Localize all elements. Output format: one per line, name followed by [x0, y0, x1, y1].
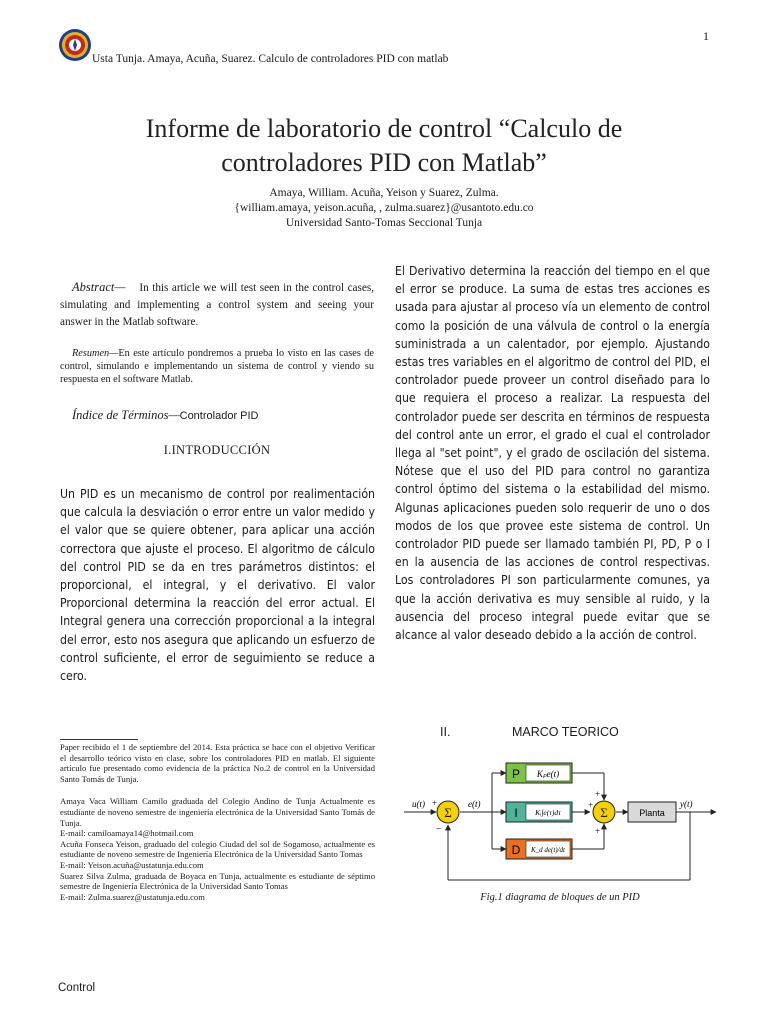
sum2-plus-left: + — [588, 800, 594, 810]
running-header: Usta Tunja. Amaya, Acuña, Suarez. Calculo de controladores PID con matlab — [92, 53, 449, 65]
author-names: Amaya, William. Acuña, Yeison y Suarez, Zulma. — [269, 187, 499, 199]
section-number: II. — [440, 725, 451, 739]
abstract-label: Abstract— — [72, 280, 126, 294]
output-signal-label: y(t) — [680, 799, 693, 809]
plant-label: Planta — [639, 808, 665, 818]
footnote-amaya: Amaya Vaca William Camilo graduada del Colegio Andino de Tunja Actualmente es estudiante de noveno semestre de ingeniería electrónica de la Universidad Santo Tomás de Tunja. — [60, 796, 375, 828]
index-terms-label: Índice de Términos— — [72, 408, 180, 422]
index-terms-text: Controlador PID — [179, 410, 259, 422]
sum-symbol-2: Σ — [600, 805, 608, 820]
footnote-amaya-email: E-mail: camiloamaya14@hotmail.com — [60, 828, 194, 839]
author-block — [40, 186, 728, 231]
page-number: 1 — [703, 29, 709, 43]
sum-symbol-1: Σ — [444, 805, 452, 820]
i-block-expression: Kᵢ∫e(τ)dτ — [535, 808, 561, 817]
d-block-label: D — [511, 843, 521, 857]
author-affiliation: Universidad Santo-Tomas Seccional Tunja — [285, 217, 483, 229]
footnote-acuna: Acuña Fonseca Yeison, graduado del colegio Ciudad del sol de Sogamoso, actualmente es estudiante de noveno semestre de Ingeniería Electrónica de la Universidad Santo Tomas — [60, 838, 375, 860]
footnotes — [60, 742, 375, 902]
resumen-label: Resumen— — [72, 348, 119, 359]
right-column-paragraph: El Derivativo determina la reacción del tiempo en el que el error se produce. La suma de estas tres acciones es usada para ajustar al proceso vía un elemento de control como la posición de una válvula de control o la energía suministrada a un calentador, por ejemplo. Ajustando estas tres variables en el algoritmo de control del PID, el controlador puede proveer un control diseñado para lo que requiera el proceso a realizar. La respuesta del controlador puede ser descrita en términos de respuesta del control ante un error, el grado el cual el controlador llega al "set point", y el grado de oscilación del sistema. Nótese que el uso del PID para control no garantiza control óptimo del sistema o la estabilidad del mismo. Algunas aplicaciones pueden solo requerir de uno o dos modos de los que provee este sistema de control. Un controlador PID puede ser llamado también PI, PD, P o I en la ausencia de las acciones de control respectivas. Los controladores PI son particularmente comunes, ya que la acción derivativa es muy sensible al ruido, y la ausencia del proceso integral puede evitar que se alcance al valor deseado debido a la acción de control. — [395, 264, 710, 643]
p-block-label: P — [511, 767, 521, 781]
footnote-acuna-email: E-mail: Yeison.acuña@ustatunja.edu.com — [60, 859, 204, 870]
university-seal-logo — [58, 28, 92, 62]
section-heading-marco-teorico — [440, 725, 619, 739]
footnote-suarez: Suarez Silva Zulma, graduada de Boyaca en Tunja, actualmente es estudiante de séptimo semestre de Ingeniería Electrónica de la Universidad Santo Tomas — [60, 870, 375, 892]
error-signal-label: e(t) — [468, 799, 481, 809]
sum1-plus-sign: + — [432, 798, 438, 808]
title-line-1: Informe de laboratorio de control “Calculo de — [145, 114, 623, 143]
p-block-expression: Kₚe(t) — [536, 769, 560, 779]
author-emails: {william.amaya, yeison.acuña, , zulma.suarez}@usantoto.edu.co — [234, 202, 534, 214]
section-heading-introduccion: I.INTRODUCCIÓN — [163, 443, 271, 457]
figure-caption: Fig.1 diagrama de bloques de un PID — [480, 892, 640, 903]
page-footer: Control — [58, 982, 96, 994]
d-block-expression: K_d de(t)/dt — [530, 846, 566, 854]
footnote-suarez-email: E-mail: Zulma.suarez@ustatunja.edu.com — [60, 891, 205, 902]
resumen — [60, 347, 374, 386]
sum1-minus-sign: − — [436, 824, 442, 835]
resumen-text: En este artículo pondremos a prueba lo visto en las cases de control, simulando e implementando un sistema de control y viendo su respuesta en el software Matlab. — [60, 348, 374, 385]
section-title: MARCO TEORICO — [512, 725, 619, 739]
index-terms — [72, 408, 259, 423]
i-block-label: I — [514, 806, 518, 820]
footnote-paper: Paper recibido el 1 de septiembre del 2014. Esta práctica se hace con el objetivo Verificar el desarrollo teórico visto en clase, sobre los controladores PID en matlab. El siguiente artículo fue presentado como evidencia de la práctica No.2 de control en la Universidad Santo Tomás de Tunja. — [60, 742, 375, 784]
introduction-paragraph: Un PID es un mecanismo de control por realimentación que calcula la desviación o error entre un valor medido y el valor que se quiere obtener, para aplicar una acción correctora que ajuste el proceso. El algoritmo de cálculo del control PID se da en tres parámetros distintos: el proporcional, el integral, y el derivativo. El valor Proporcional determina la reacción del error actual. El Integral genera una corrección proporcional a la integral del error, esto nos asegura que aplicando un esfuerzo de control suficiente, el error de seguimiento se reduce a cero. — [60, 487, 375, 684]
abstract-text: In this article we will test seen in the control cases, simulating and implementing a control system and seeing your answer in the Matlab software. — [60, 282, 374, 328]
input-signal-label: u(t) — [412, 799, 425, 809]
title-line-2: controladores PID con Matlab” — [221, 148, 547, 177]
pid-block-diagram — [400, 750, 720, 890]
footnote-divider — [60, 739, 138, 740]
paper-title — [40, 112, 728, 180]
sum2-plus-bottom: + — [595, 826, 601, 836]
abstract — [60, 279, 374, 331]
sum2-plus-top: + — [595, 789, 601, 799]
